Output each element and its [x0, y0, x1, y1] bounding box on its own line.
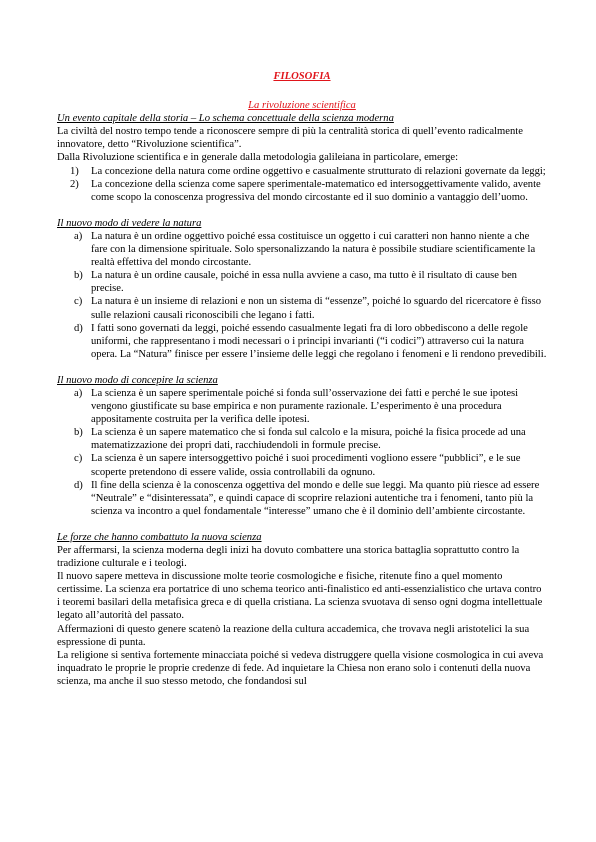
list-marker: d) [74, 479, 83, 491]
numbered-list [57, 165, 547, 204]
paragraph: Affermazioni di questo genere scatenò la reazione della cultura accademica, che trovava negli aristotelici la sua espressione di punta. [57, 623, 530, 648]
list-item [57, 269, 547, 295]
document-body [57, 70, 547, 688]
document-title: FILOSOFIA [273, 71, 331, 82]
spacer [57, 361, 547, 374]
list-item-text: La scienza è un sapere sperimentale poiché si fonda sull’osservazione dei fatti e perché le sue ipotesi vengono giustificate su base empirica e non puramente razionale. L’esperimento è una procedura appositamente costruita per la verifica delle ipotesi. [91, 387, 519, 426]
spacer [57, 518, 547, 531]
list-item [57, 479, 547, 518]
list-item [57, 230, 547, 269]
section-heading-forze: Le forze che hanno combattuto la nuova scienza [57, 531, 262, 543]
list-item-text: La scienza è un sapere intersoggettivo poiché i suoi procedimenti vogliono essere “pubblici”, e le sue scoperte pretendono di essere valide, ossia controllabili da ognuno. [91, 453, 521, 478]
list-marker: c) [74, 453, 83, 465]
paragraph: Per affermarsi, la scienza moderna degli inizi ha dovuto combattere una storica battaglia soprattutto contro la tradizione culturale e i teologi. [57, 545, 520, 570]
section-heading-scienza: Il nuovo modo di concepire la scienza [57, 374, 218, 386]
spacer [57, 204, 547, 217]
list-marker: a) [74, 230, 83, 242]
list-item-text: La concezione della scienza come sapere sperimentale-matematico ed intersoggettivamente valido, avente come scopo la conoscenza progressiva del mondo circostante ed il suo dominio a vantaggio dell’uomo. [91, 178, 541, 203]
list-item-text: La scienza è un sapere matematico che si fonda sul calcolo e la misura, poiché la fisica procede ad una matematizzazione dei propri dati, racchiudendoli in formule precise. [91, 427, 526, 452]
list-marker: b) [74, 270, 83, 282]
list-item [57, 387, 547, 426]
paragraph: La religione si sentiva fortemente minacciata poiché si vedeva distruggere quella visione cosmologica in cui aveva inquadrato le proprie le proprie credenze di fede. Ad inquietare la Chiesa non erano solo i contenuti della nuova scienza, ma anche il suo stesso metodo, che fondandosi sul [57, 649, 544, 687]
list-item-text: La natura è un insieme di relazioni e non un sistema di “essenze”, poiché lo sguardo del ricercatore è fisso sulle relazioni causali riconoscibili che legano i fatti. [91, 296, 542, 321]
list-marker: d) [74, 322, 83, 334]
list-item [57, 452, 547, 478]
section-heading-evento-capitale: Un evento capitale della storia – Lo schema concettuale della scienza moderna [57, 113, 394, 125]
paragraph: Il nuovo sapere metteva in discussione molte teorie cosmologiche e fisiche, ritenute fino a quel momento certissime. La scienza era portatrice di uno schema teorico anti-finalistico ed anti-essenzialistico che urtava contro i teoremi basilari della metafisica greca e di quella cristiana. La scienza svuotava di senso ogni dogma intellettuale legato all’autorità del passato. [57, 571, 543, 622]
list-marker: c) [74, 296, 83, 308]
list-item-text: La natura è un ordine oggettivo poiché essa costituisce un oggetto i cui caratteri non hanno niente a che fare con la dimensione spirituale. Solo spersonalizzando la natura è possibile studiare scientificamente la realtà effettiva del mondo circostante. [91, 230, 536, 269]
list-item [57, 165, 547, 178]
list-item-text: Il fine della scienza è la conoscenza oggettiva del mondo e delle sue leggi. Ma quanto più riesce ad essere “Neutrale” e “disinteressata”, e quindi capace di scoprire relazioni autentiche tra i fenomeni, tanto più la scienza va incontro a quel fondamentale “interesse” umano che è il dominio dell’ambiente circostante. [91, 479, 540, 517]
list-item-text: La natura è un ordine causale, poiché in essa nulla avviene a caso, ma tutto è il risultato di cause ben precise. [91, 270, 517, 295]
document-subtitle: La rivoluzione scientifica [248, 100, 356, 112]
list-item [57, 295, 547, 321]
section-heading-natura: Il nuovo modo di vedere la natura [57, 217, 202, 229]
list-item-text: La concezione della natura come ordine oggettivo e casualmente strutturato di relazioni governate da leggi; [91, 165, 546, 177]
list-marker: b) [74, 427, 83, 439]
lettered-list [57, 230, 547, 361]
list-item [57, 426, 547, 452]
list-marker: 2) [70, 178, 79, 190]
list-marker: a) [74, 387, 83, 399]
list-item [57, 178, 547, 204]
paragraph: La civiltà del nostro tempo tende a riconoscere sempre di più la centralità storica di quell’evento radicalmente innovatore, detto “Rivoluzione scientifica”. [57, 126, 523, 151]
list-item [57, 322, 547, 361]
list-item-text: I fatti sono governati da leggi, poiché essendo casualmente legati fra di loro obbediscono a delle regole uniformi, che rappresentano i modi necessari o i principi invarianti (“i codici”) attraverso cui la natura opera. La “Natura” finisce per essere l’insieme delle leggi che regolano i fenomeni e li rendono prevedibili. [91, 322, 547, 360]
paragraph: Dalla Rivoluzione scientifica e in generale dalla metodologia galileiana in particolare, emerge: [57, 152, 459, 164]
list-marker: 1) [70, 165, 79, 177]
lettered-list [57, 387, 547, 518]
